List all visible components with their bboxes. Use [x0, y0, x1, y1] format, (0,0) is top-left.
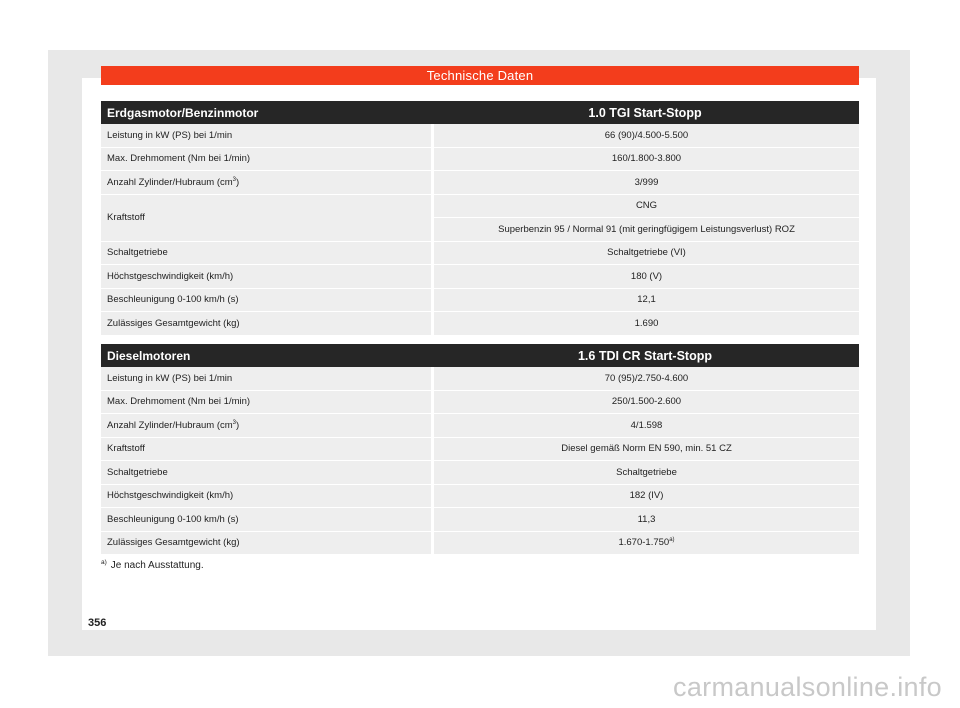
row-value: Diesel gemäß Norm EN 590, min. 51 CZ: [431, 438, 859, 462]
table-row: [101, 171, 859, 195]
table-row: [101, 532, 859, 556]
table-row: [101, 414, 859, 438]
row-value: 160/1.800-3.800: [431, 148, 859, 172]
row-label: Leistung in kW (PS) bei 1/min: [101, 124, 431, 148]
row-label: Max. Drehmoment (Nm bei 1/min): [101, 148, 431, 172]
table-row: [101, 148, 859, 172]
footnote-reference: a): [669, 537, 675, 544]
row-value: 11,3: [431, 508, 859, 532]
row-label: [101, 414, 431, 438]
table-row: [101, 367, 859, 391]
spec-table-gas-petrol: [101, 101, 859, 336]
table-row: [101, 508, 859, 532]
row-label-tail: ): [236, 176, 240, 188]
table-header-model: 1.0 TGI Start-Stopp: [431, 101, 859, 124]
table-row: [101, 485, 859, 509]
row-label-tail: ): [236, 419, 240, 431]
row-label: Höchstgeschwindigkeit (km/h): [101, 485, 431, 509]
row-value: [431, 532, 859, 556]
row-value-secondary: Superbenzin 95 / Normal 91 (mit geringfügigem Leistungsverlust) ROZ: [431, 218, 859, 242]
row-label: [101, 171, 431, 195]
row-value: 1.690: [431, 312, 859, 336]
table-header-row: [101, 344, 859, 367]
table-row: [101, 265, 859, 289]
row-label: Leistung in kW (PS) bei 1/min: [101, 367, 431, 391]
row-label: Schaltgetriebe: [101, 242, 431, 266]
row-value-text: 1.670-1.750: [618, 537, 670, 549]
row-label: Zulässiges Gesamtgewicht (kg): [101, 312, 431, 336]
table-row: [101, 195, 859, 219]
row-value: 66 (90)/4.500-5.500: [431, 124, 859, 148]
row-value: CNG: [431, 195, 859, 219]
footnote: [101, 560, 204, 571]
spec-table-diesel: [101, 344, 859, 555]
table-row: [101, 312, 859, 336]
superscript: 3: [232, 419, 236, 426]
table-row: [101, 289, 859, 313]
row-label: Kraftstoff: [101, 195, 431, 242]
row-label: Zulässiges Gesamtgewicht (kg): [101, 532, 431, 556]
row-value: 3/999: [431, 171, 859, 195]
table-row: [101, 438, 859, 462]
row-value: 180 (V): [431, 265, 859, 289]
section-title-bar: Technische Daten: [101, 66, 859, 85]
row-value: 250/1.500-2.600: [431, 391, 859, 415]
row-value: Schaltgetriebe (VI): [431, 242, 859, 266]
page-number: 356: [88, 617, 107, 629]
superscript: 3: [232, 176, 236, 183]
watermark: carmanualsonline.info: [673, 672, 942, 702]
footnote-text: Je nach Ausstattung.: [110, 560, 204, 571]
row-label-text: Anzahl Zylinder/Hubraum (cm: [107, 419, 233, 431]
table-header-engine-type: Dieselmotoren: [101, 344, 431, 367]
row-value: 70 (95)/2.750-4.600: [431, 367, 859, 391]
row-label: Kraftstoff: [101, 438, 431, 462]
table-row: [101, 124, 859, 148]
row-label: Höchstgeschwindigkeit (km/h): [101, 265, 431, 289]
row-value: Schaltgetriebe: [431, 461, 859, 485]
row-label-text: Anzahl Zylinder/Hubraum (cm: [107, 176, 233, 188]
table-row: [101, 242, 859, 266]
footnote-marker: a): [101, 558, 107, 566]
row-label: Beschleunigung 0-100 km/h (s): [101, 289, 431, 313]
table-row: [101, 391, 859, 415]
table-row: [101, 461, 859, 485]
table-header-model: 1.6 TDI CR Start-Stopp: [431, 344, 859, 367]
row-label: Schaltgetriebe: [101, 461, 431, 485]
row-label: Max. Drehmoment (Nm bei 1/min): [101, 391, 431, 415]
row-value: 182 (IV): [431, 485, 859, 509]
row-value: 4/1.598: [431, 414, 859, 438]
row-label: Beschleunigung 0-100 km/h (s): [101, 508, 431, 532]
table-header-engine-type: Erdgasmotor/Benzinmotor: [101, 101, 431, 124]
row-value: 12,1: [431, 289, 859, 313]
table-header-row: [101, 101, 859, 124]
